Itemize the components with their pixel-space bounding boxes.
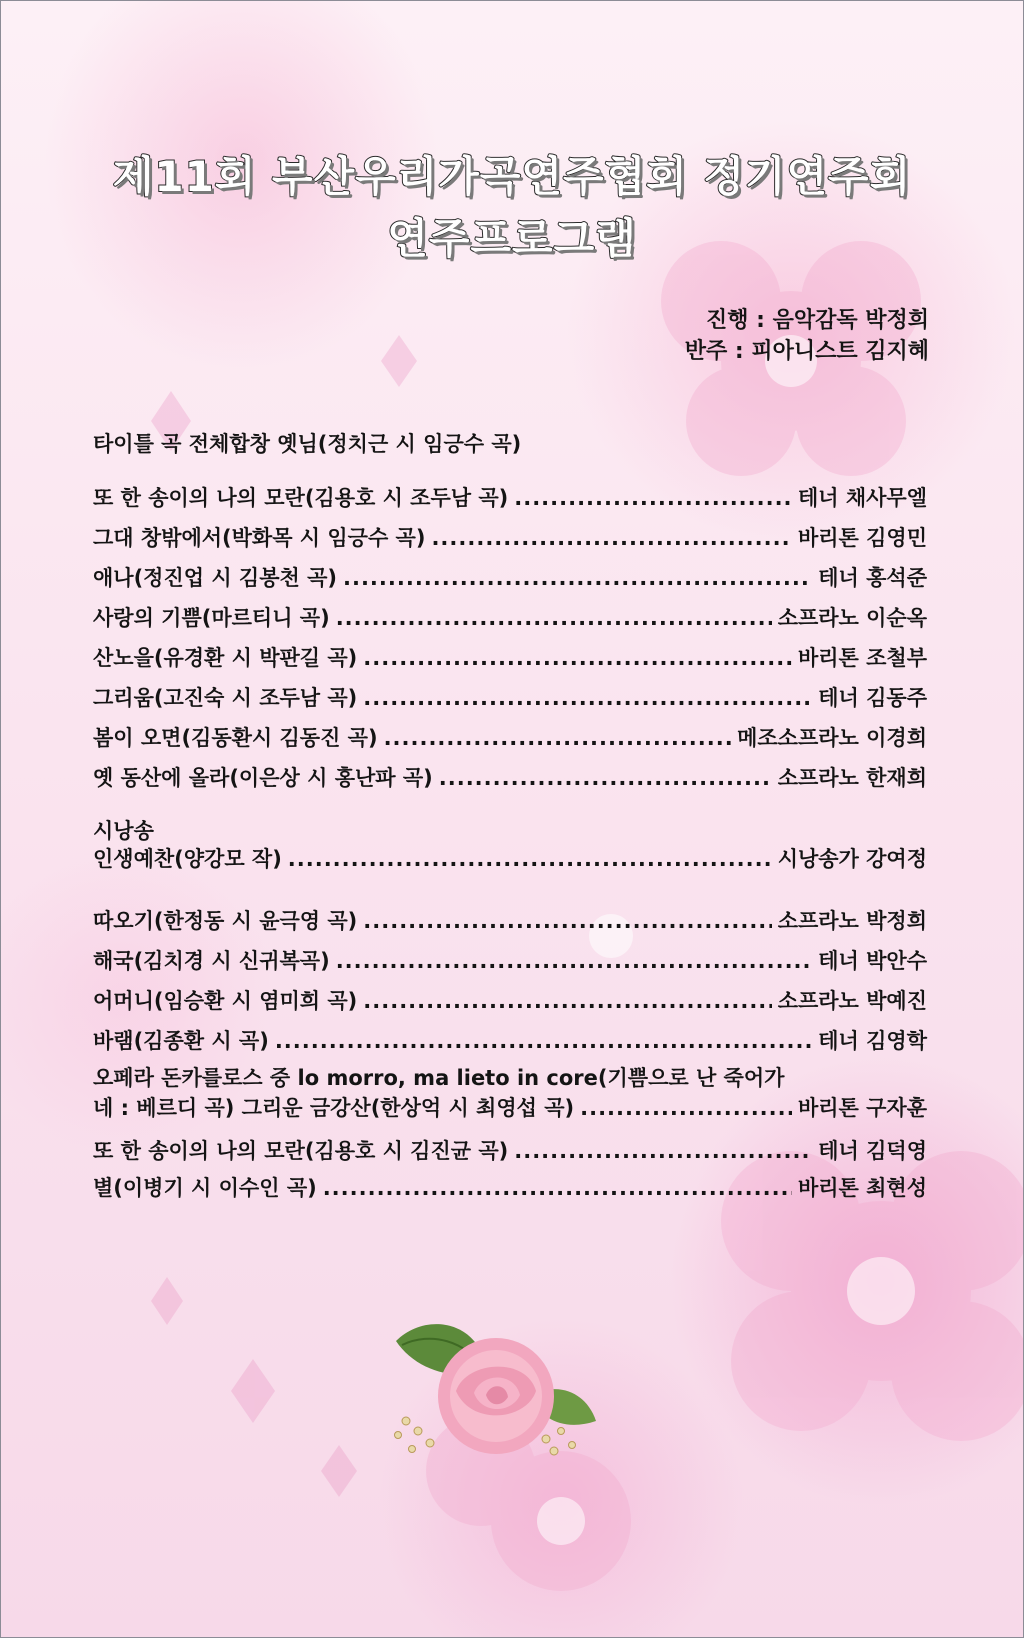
program-row [93, 1026, 927, 1056]
program-row [93, 563, 927, 593]
program-row [93, 643, 927, 673]
dot-leader [580, 1093, 792, 1123]
performer: 메조소프라노 이경희 [737, 726, 927, 750]
dot-leader [323, 1173, 792, 1203]
piece-title: 또 한 송이의 나의 모란(김용호 시 조두남 곡) [93, 486, 509, 510]
dot-leader [431, 523, 792, 553]
dot-leader [363, 986, 771, 1016]
dot-leader [343, 563, 812, 593]
dot-leader [363, 906, 771, 936]
dot-leader [514, 1136, 812, 1166]
piece-title: 옛 동산에 올라(이은상 시 홍난파 곡) [93, 766, 433, 790]
credit-host: 진행 : 음악감독 박정희 [705, 308, 929, 333]
piece-title: 별(이병기 시 이수인 곡) [93, 1176, 317, 1200]
piece-title: 그대 창밖에서(박화목 시 임긍수 곡) [93, 526, 426, 550]
performer: 테너 김덕영 [818, 1139, 927, 1163]
program-row [93, 986, 927, 1016]
performer: 소프라노 이순옥 [777, 606, 927, 630]
program-row [93, 844, 927, 874]
dot-leader [439, 763, 772, 793]
program-row [93, 906, 927, 936]
performer: 테너 박안수 [818, 949, 927, 973]
opera-item-line1: 오페라 돈카를로스 중 lo morro, ma lieto in core(기쁨으로 난 죽어가 [93, 1066, 785, 1090]
program-row [93, 483, 927, 513]
performer: 바리톤 구자훈 [797, 1096, 927, 1120]
piece-title: 또 한 송이의 나의 모란(김용호 시 김진균 곡) [93, 1139, 509, 1163]
piece-title: 네 : 베르디 곡) 그리운 금강산(한상억 시 최영섭 곡) [93, 1096, 575, 1120]
credit-accompanist: 반주 : 피아니스트 김지혜 [684, 339, 929, 364]
performer: 소프라노 박예진 [777, 989, 927, 1013]
dot-leader [336, 946, 813, 976]
program-title-line2: 연주프로그램 [387, 214, 637, 263]
performer: 바리톤 김영민 [797, 526, 927, 550]
performer: 바리톤 최현성 [797, 1176, 927, 1200]
dot-leader [275, 1026, 812, 1056]
piece-title: 그리움(고진숙 시 조두남 곡) [93, 686, 358, 710]
performer: 테너 김영학 [818, 1029, 927, 1053]
program-row [93, 1136, 927, 1166]
program-row [93, 1093, 927, 1123]
dot-leader [384, 723, 732, 753]
recitation-heading: 시낭송 [93, 819, 154, 843]
program-row [93, 683, 927, 713]
performer: 시낭송가 강여정 [777, 847, 927, 871]
piece-title: 애나(정진업 시 김봉천 곡) [93, 566, 337, 590]
program-row [93, 723, 927, 753]
program-row [93, 1173, 927, 1203]
piece-title: 인생예찬(양강모 작) [93, 847, 282, 871]
dot-leader [336, 603, 772, 633]
performer: 소프라노 박정희 [777, 909, 927, 933]
opening-chorus: 타이틀 곡 전체합창 옛님(정치근 시 임긍수 곡) [93, 432, 522, 456]
performer: 소프라노 한재희 [777, 766, 927, 790]
rose-icon [386, 1311, 606, 1461]
piece-title: 봄이 오면(김동환시 김동진 곡) [93, 726, 378, 750]
piece-title: 해국(김치경 시 신귀복곡) [93, 949, 330, 973]
performer: 테너 홍석준 [818, 566, 927, 590]
program-row [93, 763, 927, 793]
dot-leader [288, 844, 772, 874]
dot-leader [363, 683, 812, 713]
performer: 바리톤 조철부 [797, 646, 927, 670]
dot-leader [363, 643, 792, 673]
performer: 테너 김동주 [818, 686, 927, 710]
piece-title: 산노을(유경환 시 박판길 곡) [93, 646, 358, 670]
program-row [93, 523, 927, 553]
program-title-line1: 제11회 부산우리가곡연주협회 정기연주회 [112, 152, 912, 201]
piece-title: 사랑의 기쁨(마르티니 곡) [93, 606, 330, 630]
piece-title: 바램(김종환 시 곡) [93, 1029, 269, 1053]
program-row [93, 603, 927, 633]
dot-leader [514, 483, 792, 513]
performer: 테너 채사무엘 [797, 486, 927, 510]
program-row [93, 946, 927, 976]
piece-title: 따오기(한정동 시 윤극영 곡) [93, 909, 358, 933]
piece-title: 어머니(임승환 시 염미희 곡) [93, 989, 358, 1013]
